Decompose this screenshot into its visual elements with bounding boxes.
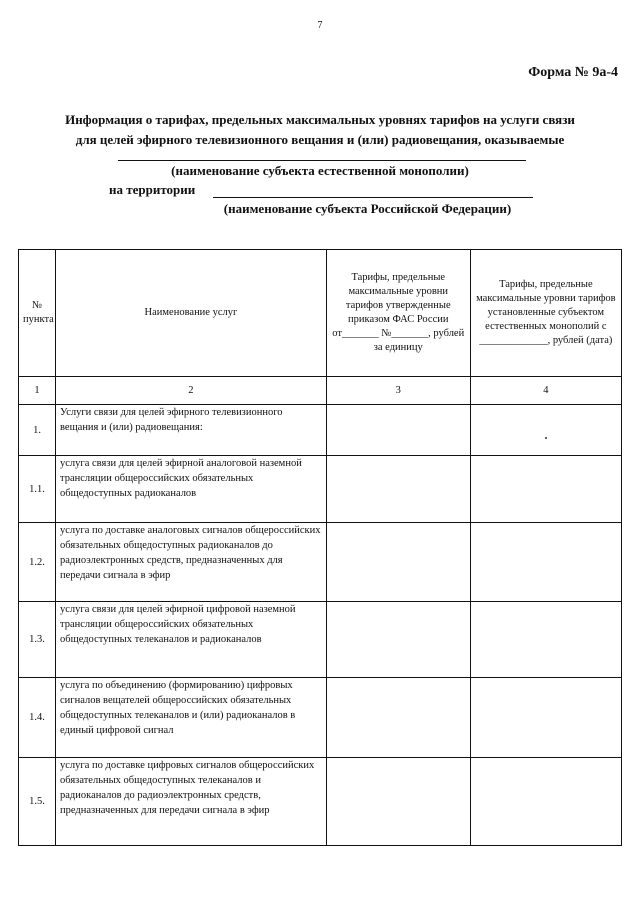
row-number: 1.3. [19, 602, 56, 678]
table-header-row [19, 250, 622, 377]
fas-tariff-cell[interactable] [326, 758, 470, 846]
scan-speck [545, 437, 547, 439]
service-name: услуга по доставке аналоговых сигналов общероссийских обязательных общедоступных радиоканалов до радиоэлектронных средств, предназначенных для передачи сигнала в эфир [56, 523, 327, 602]
monopoly-tariff-cell[interactable] [470, 456, 621, 523]
row-number: 1.4. [19, 678, 56, 758]
monopoly-tariff-cell[interactable] [470, 678, 621, 758]
table-row [19, 405, 622, 456]
header-fas-tariffs: Тарифы, предельные максимальные уровни тарифов утвержденные приказом ФАС России от_______ №_______, рублей за единицу [326, 250, 470, 377]
header-monopoly-tariffs: Тарифы, предельные максимальные уровни тарифов установленные субъектом естественных монополий с _____________, рублей (дата) [470, 250, 621, 377]
territory-label: на территории [109, 182, 196, 197]
fas-tariff-cell[interactable] [326, 456, 470, 523]
title-line-2: для целей эфирного телевизионного вещания и (или) радиовещания, оказываемые [75, 132, 565, 147]
document-title [20, 110, 620, 150]
table-row [19, 758, 622, 846]
row-number: 1. [19, 405, 56, 456]
row-number: 1.5. [19, 758, 56, 846]
subject-caption: (наименование субъекта естественной монополии) [171, 163, 469, 178]
service-name: услуга связи для целей эфирной аналоговой наземной трансляции общероссийских обязательных общедоступных радиоканалов [56, 456, 327, 523]
column-number: 1 [19, 377, 56, 405]
column-number: 4 [470, 377, 621, 405]
fas-tariff-cell[interactable] [326, 405, 470, 456]
service-name: услуга по объединению (формированию) цифровых сигналов вещателей общероссийских обязательных общедоступных телеканалов и (или) радиоканалов в единый цифровой сигнал [56, 678, 327, 758]
table-row [19, 678, 622, 758]
service-name: Услуги связи для целей эфирного телевизионного вещания и (или) радиовещания: [56, 405, 327, 456]
column-number: 2 [56, 377, 327, 405]
monopoly-tariff-cell[interactable] [470, 523, 621, 602]
form-label: Форма № 9а-4 [528, 65, 618, 80]
row-number: 1.1. [19, 456, 56, 523]
table-row [19, 602, 622, 678]
header-item-number: № пункта [19, 250, 56, 377]
row-number: 1.2. [19, 523, 56, 602]
monopoly-tariff-cell[interactable] [470, 405, 621, 456]
fas-tariff-cell[interactable] [326, 678, 470, 758]
service-name: услуга связи для целей эфирной цифровой наземной трансляции общероссийских обязательных общедоступных телеканалов и радиоканалов [56, 602, 327, 678]
table-row [19, 523, 622, 602]
title-line-1: Информация о тарифах, предельных максимальных уровнях тарифов на услуги связи [65, 112, 575, 127]
territory-fill-line [213, 197, 533, 198]
territory-caption: (наименование субъекта Российской Федерации) [223, 201, 512, 216]
monopoly-tariff-cell[interactable] [470, 602, 621, 678]
subject-fill-line [118, 160, 526, 161]
tariffs-table [18, 249, 622, 846]
service-name: услуга по доставке цифровых сигналов общероссийских обязательных общедоступных телеканалов и радиоканалов до радиоэлектронных средств, предназначенных для передачи сигнала в эфир [56, 758, 327, 846]
page-number: 7 [317, 20, 323, 31]
column-number: 3 [326, 377, 470, 405]
header-service-name: Наименование услуг [56, 250, 327, 377]
fas-tariff-cell[interactable] [326, 602, 470, 678]
column-number-row [19, 377, 622, 405]
table-row [19, 456, 622, 523]
fas-tariff-cell[interactable] [326, 523, 470, 602]
monopoly-tariff-cell[interactable] [470, 758, 621, 846]
